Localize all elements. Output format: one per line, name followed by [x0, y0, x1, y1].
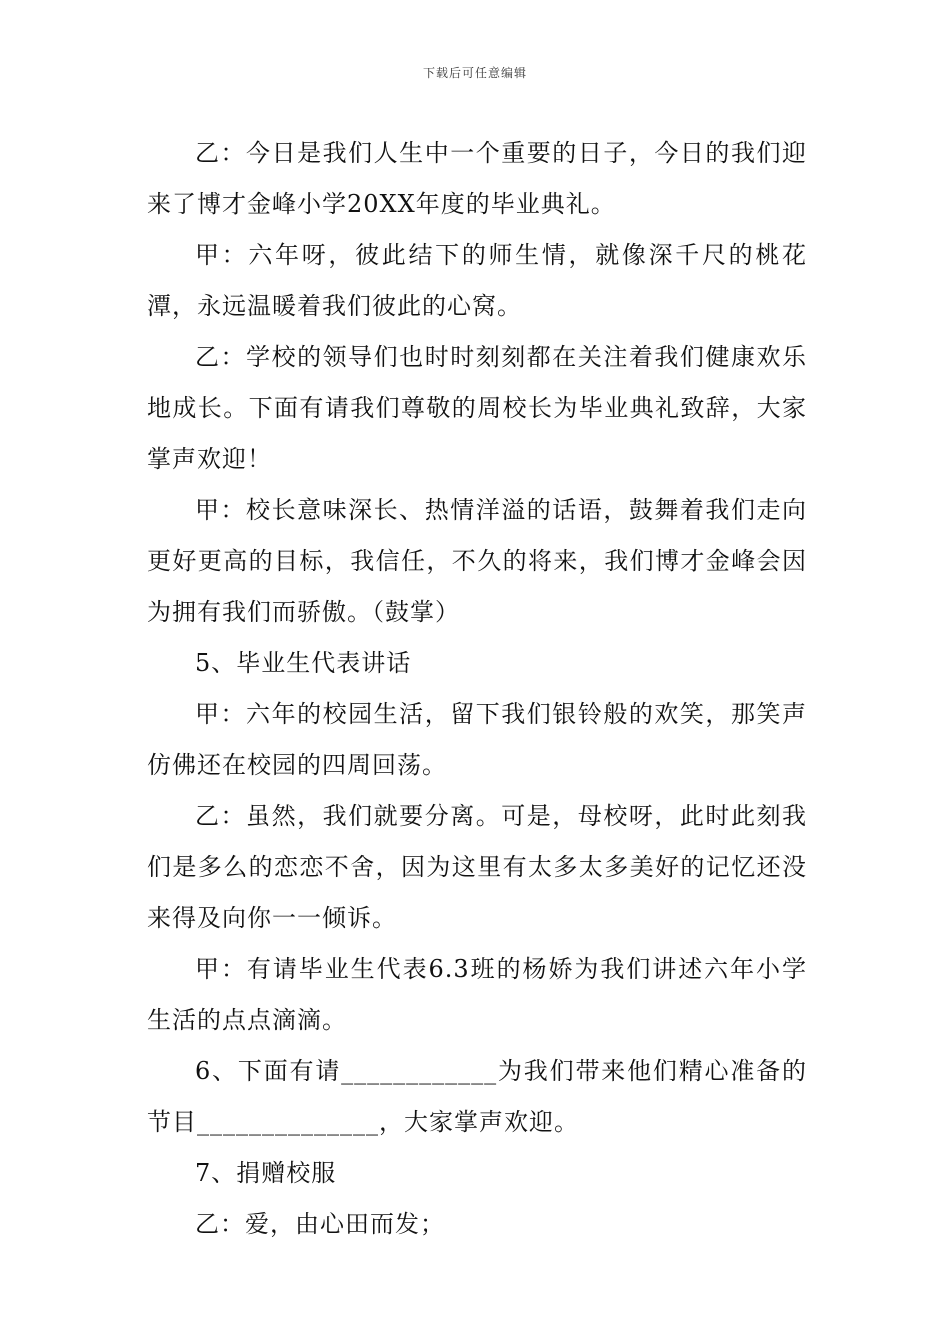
paragraph: 乙：今日是我们人生中一个重要的日子，今日的我们迎来了博才金峰小学20XX年度的毕业典礼。 — [147, 139, 807, 218]
section-heading: 7、捐赠校服 — [195, 1159, 337, 1187]
paragraph: 甲：有请毕业生代表6.3班的杨娇为我们讲述六年小学生活的点点滴滴。 — [147, 955, 807, 1034]
paragraph: 乙：虽然，我们就要分离。可是，母校呀，此时此刻我们是多么的恋恋不舍，因为这里有太多太多美好的记忆还没来得及向你一一倾诉。 — [147, 802, 807, 932]
paragraph: 甲：六年呀，彼此结下的师生情，就像深千尺的桃花潭，永远温暖着我们彼此的心窝。 — [147, 241, 807, 320]
header-note: 下载后可任意编辑 — [422, 66, 527, 80]
paragraph: 乙：爱，由心田而发； — [195, 1210, 445, 1238]
paragraph: 乙：学校的领导们也时时刻刻都在关注着我们健康欢乐地成长。下面有请我们尊敬的周校长为毕业典礼致辞，大家掌声欢迎！ — [147, 343, 807, 473]
section-heading: 6、下面有请____________为我们带来他们精心准备的节目______________，大家掌声欢迎。 — [147, 1057, 807, 1136]
paragraph: 甲：校长意味深长、热情洋溢的话语，鼓舞着我们走向更好更高的目标，我信任，不久的将来，我们博才金峰会因为拥有我们而骄傲。（鼓掌） — [147, 496, 807, 626]
document-body — [147, 128, 807, 1250]
section-heading: 5、毕业生代表讲话 — [195, 649, 412, 677]
paragraph: 甲：六年的校园生活，留下我们银铃般的欢笑，那笑声仿佛还在校园的四周回荡。 — [147, 700, 807, 779]
